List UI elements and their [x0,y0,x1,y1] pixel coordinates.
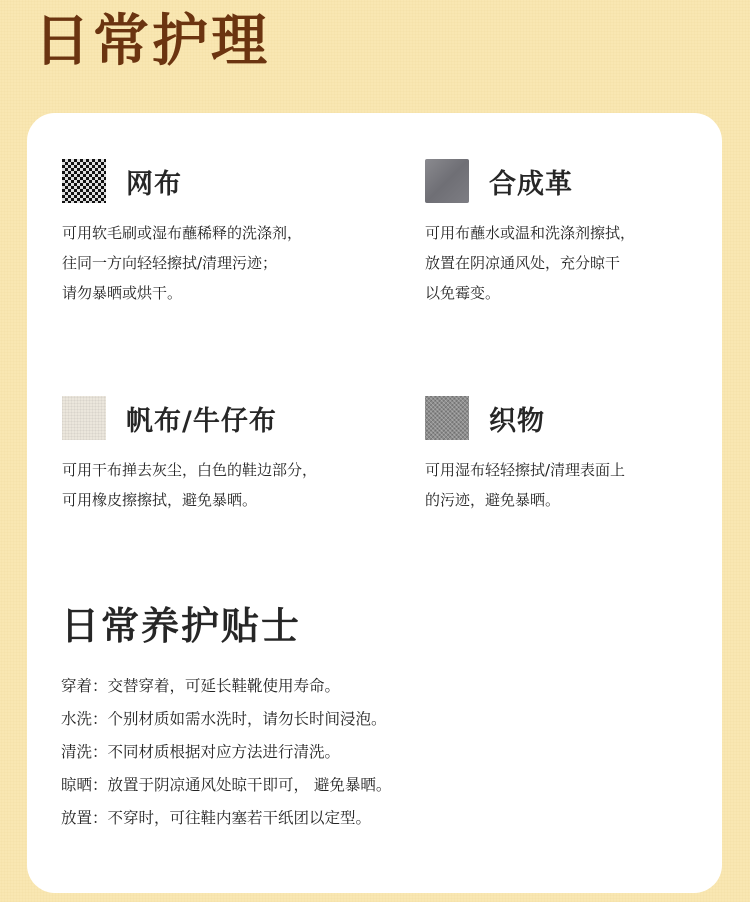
material-description: 可用干布掸去灰尘，白色的鞋边部分， 可用橡皮擦擦拭，避免暴晒。 [62,461,318,509]
tip-item: 水洗：个别材质如需水洗时，请勿长时间浸泡。 [61,710,387,728]
material-description: 可用软毛刷或湿布蘸稀释的洗涤剂， 往同一方向轻轻擦拭/清理污迹； 请勿暴晒或烘干。 [62,224,303,302]
tip-item: 清洗：不同材质根据对应方法进行清洗。 [61,743,341,761]
material-description: 可用湿布轻轻擦拭/清理表面上 的污迹，避免暴晒。 [425,461,626,509]
mesh-swatch-icon [62,159,106,203]
leather-swatch-icon [425,159,469,203]
tip-item: 晾晒：放置于阴凉通风处晾干即可， 避免暴晒。 [61,776,392,794]
material-title: 合成革 [489,168,573,200]
material-mesh [62,158,382,308]
canvas-swatch-icon [62,396,106,440]
material-synthetic-leather [425,158,705,308]
tip-item: 穿着：交替穿着，可延长鞋靴使用寿命。 [61,677,341,695]
material-canvas-denim [62,395,402,515]
fabric-swatch-icon [425,396,469,440]
care-card [27,113,722,893]
material-title: 帆布/牛仔布 [126,405,277,437]
page-title: 日常护理 [34,9,270,74]
tips-title: 日常养护贴士 [61,604,302,648]
material-title: 网布 [126,168,182,200]
material-fabric [425,395,705,515]
tips-list [61,670,391,835]
tip-item: 放置：不穿时，可往鞋内塞若干纸团以定型。 [61,809,372,827]
material-title: 织物 [489,405,545,437]
material-description: 可用布蘸水或温和洗涤剂擦拭， 放置在阴凉通风处，充分晾干 以免霉变。 [425,224,636,302]
